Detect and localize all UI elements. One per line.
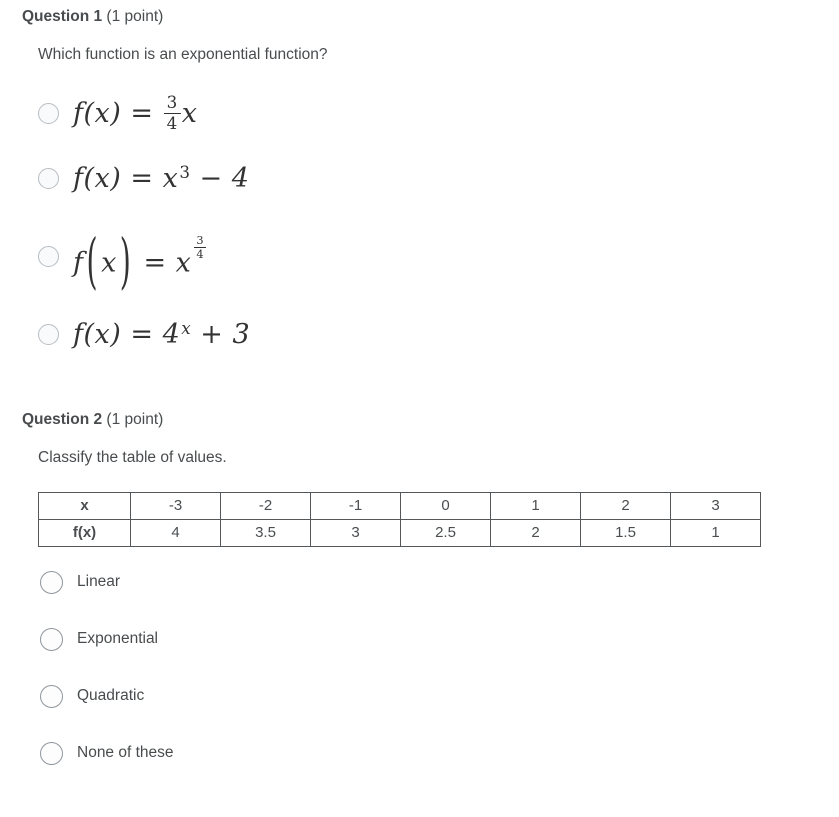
question2-section (0, 411, 839, 765)
table-cell: -1 (311, 492, 401, 519)
q2-option-quadratic[interactable] (38, 685, 839, 708)
radio-button-q1-option1[interactable] (38, 103, 59, 124)
left-paren: ( (86, 226, 99, 297)
table-row-x (39, 492, 761, 519)
right-paren: ) (119, 226, 132, 297)
q1-option-1[interactable] (38, 94, 839, 132)
table-cell: 2 (491, 519, 581, 546)
formula-four-to-x-plus-3 (73, 318, 250, 350)
question1-title: Question 1 (22, 8, 103, 25)
table-cell: 1.5 (581, 519, 671, 546)
question1-points: (1 point) (106, 8, 164, 25)
radio-button-quadratic[interactable] (40, 685, 63, 708)
row-header-fx: f(x) (39, 519, 131, 546)
q2-option-none-of-these[interactable] (38, 742, 839, 765)
option-label: None of these (77, 744, 174, 762)
formula-superscript: x (181, 318, 192, 339)
q2-option-exponential[interactable] (38, 628, 839, 651)
radio-button-q1-option3[interactable] (38, 246, 59, 267)
formula-variable: x (101, 247, 117, 279)
table-row-fx (39, 519, 761, 546)
radio-button-linear[interactable] (40, 571, 63, 594)
row-header-x: x (39, 492, 131, 519)
formula-suffix: x (181, 98, 198, 130)
question2-points: (1 point) (106, 410, 164, 428)
table-cell: 4 (131, 519, 221, 546)
q1-option-2[interactable] (38, 162, 839, 194)
formula-x-three-fourths-power (73, 226, 206, 297)
question2-title: Question 2 (22, 410, 103, 428)
exponent-denominator: 4 (196, 246, 205, 261)
option-label: Quadratic (77, 687, 145, 705)
formula-f: f (73, 247, 84, 279)
formula-three-fourths-x (73, 94, 197, 132)
radio-button-q1-option2[interactable] (38, 168, 59, 189)
fraction-numerator: 3 (164, 94, 181, 114)
formula-exponent-fraction (194, 232, 206, 261)
table-cell: 2.5 (401, 519, 491, 546)
table-cell: 2 (581, 492, 671, 519)
question1-prompt: Which function is an exponential function? (38, 46, 328, 63)
table-cell: 3 (671, 492, 761, 519)
table-cell: 1 (671, 519, 761, 546)
q2-option-linear[interactable] (38, 571, 839, 594)
fraction-denominator: 4 (166, 112, 178, 133)
q1-option-4[interactable] (38, 318, 839, 350)
option-label: Linear (77, 573, 121, 591)
table-cell: 3 (311, 519, 401, 546)
table-cell: -3 (131, 492, 221, 519)
table-cell: -2 (221, 492, 311, 519)
q1-option-3[interactable] (38, 224, 839, 297)
radio-button-none-of-these[interactable] (40, 742, 63, 765)
formula-suffix: − 4 (190, 163, 250, 195)
table-cell: 3.5 (221, 519, 311, 546)
question1-section (0, 0, 839, 351)
formula-suffix: + 3 (191, 319, 251, 351)
formula-superscript: 3 (179, 162, 191, 183)
question1-header (22, 0, 839, 26)
formula-x-cubed-minus-4 (73, 162, 249, 194)
formula-prefix: f(x) = 4 (73, 319, 181, 351)
radio-button-exponential[interactable] (40, 628, 63, 651)
exponent-numerator: 3 (196, 232, 205, 247)
question2-options (0, 571, 839, 765)
question2-header (22, 411, 839, 429)
formula-fraction (164, 94, 181, 132)
values-table (38, 492, 761, 547)
question1-options (0, 94, 839, 351)
table-cell: 1 (491, 492, 581, 519)
radio-button-q1-option4[interactable] (38, 324, 59, 345)
formula-prefix: f(x) = (73, 98, 163, 130)
formula-prefix: f(x) = x (73, 163, 179, 195)
option-label: Exponential (77, 630, 159, 648)
table-cell: 0 (401, 492, 491, 519)
question2-prompt: Classify the table of values. (38, 448, 227, 466)
formula-equals: = x (134, 247, 192, 279)
